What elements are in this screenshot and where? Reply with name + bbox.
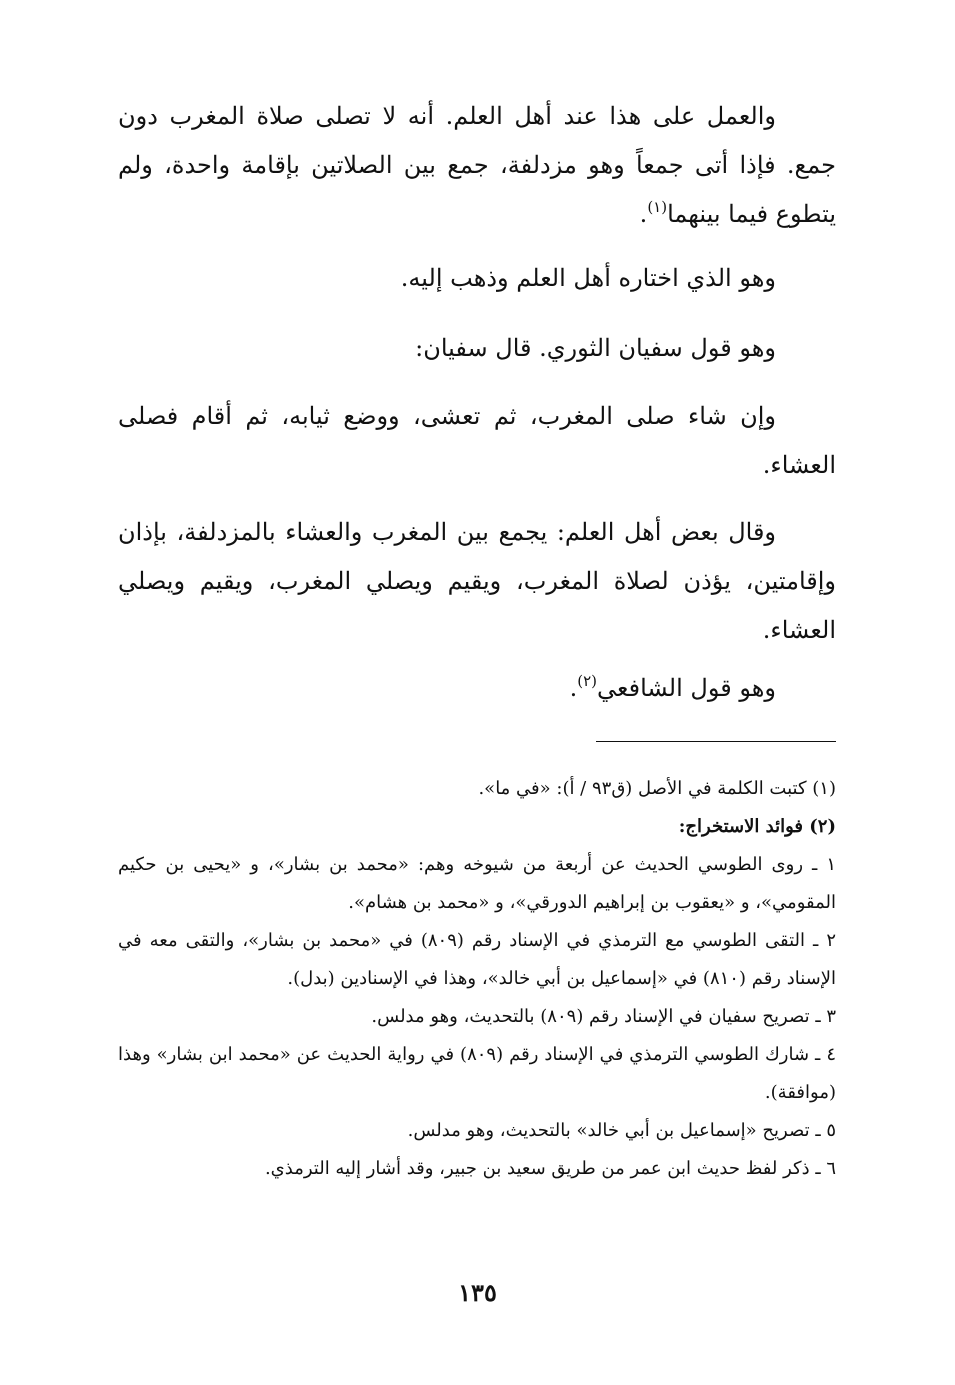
paragraph-3: وهو قول سفيان الثوري. قال سفيان: — [415, 334, 776, 362]
footnote-item: ١ ـ روى الطوسي الحديث عن أربعة من شيوخه وهم: «محمد بن بشار»، و «يحيى بن حكيم المقومي»، و «يعقوب بن إبراهيم الدورقي»، و «محمد بن هشام». — [118, 854, 836, 913]
paragraph-6 — [118, 664, 836, 713]
page-number: ١٣٥ — [458, 1278, 497, 1307]
paragraph-4-block — [118, 392, 836, 490]
footnote-item: ٦ ـ ذكر لفظ حديث ابن عمر من طريق سعيد بن جبير، وقد أشار إليه الترمذي. — [264, 1158, 836, 1179]
paragraph-3-block — [118, 324, 836, 373]
footnote-ref-1[interactable]: (١) — [647, 198, 668, 216]
paragraph-1-text: والعمل على هذا عند أهل العلم. أنه لا تصلى صلاة المغرب دون جمع. فإذا أتى جمعاً وهو مزدلفة، جمع بين الصلاتين بإقامة واحدة، ولم يتطوع فيما بينهما — [118, 102, 836, 228]
footnote-ref-2[interactable]: (٢) — [577, 672, 598, 690]
footnote-2-heading: (٢) فوائد الاستخراج: — [678, 816, 836, 837]
paragraph-5: وقال بعض أهل العلم: يجمع بين المغرب والعشاء بالمزدلفة، بإذان وإقامتين، يؤذن لصلاة المغرب، ويقيم ويصلي المغرب، ويقيم ويصلي العشاء. — [118, 518, 836, 644]
paragraph-6-end: . — [569, 674, 578, 702]
paragraph-5-block — [118, 508, 836, 655]
paragraph-2-block — [118, 254, 836, 303]
footnote-divider — [596, 741, 836, 742]
paragraph-2: وهو الذي اختاره أهل العلم وذهب إليه. — [400, 264, 776, 292]
paragraph-1-end: . — [639, 200, 648, 228]
footnote-item: ٥ ـ تصريح «إسماعيل بن أبي خالد» بالتحديث، وهو مدلس. — [407, 1120, 836, 1141]
paragraph-6-block — [118, 664, 836, 713]
footnote-item: ٢ ـ التقى الطوسي مع الترمذي في الإسناد رقم (٨٠٩) في «محمد بن بشار»، والتقى معه في الإسناد رقم (٨١٠) في «إسماعيل بن أبي خالد»، وهذا في الإسنادين (بدل). — [118, 930, 836, 989]
paragraph-6-text: وهو قول الشافعي — [597, 674, 776, 702]
footnote-item: ٤ ـ شارك الطوسي الترمذي في الإسناد رقم (٨٠٩) في رواية الحديث عن «محمد ابن بشار» وهذا (موافقة). — [118, 1044, 836, 1103]
footnote-item: ٣ ـ تصريح سفيان في الإسناد رقم (٨٠٩) بالتحديث، وهو مدلس. — [371, 1006, 836, 1027]
paragraph-4: وإن شاء صلى المغرب، ثم تعشى، ووضع ثيابه، ثم أقام فصلى العشاء. — [118, 402, 836, 479]
paragraph-1 — [118, 92, 836, 239]
main-text — [118, 92, 836, 239]
footnotes — [118, 770, 836, 1188]
footnote-1: (١) كتبت الكلمة في الأصل (ق٩٣ / أ): «في ما». — [478, 778, 836, 799]
